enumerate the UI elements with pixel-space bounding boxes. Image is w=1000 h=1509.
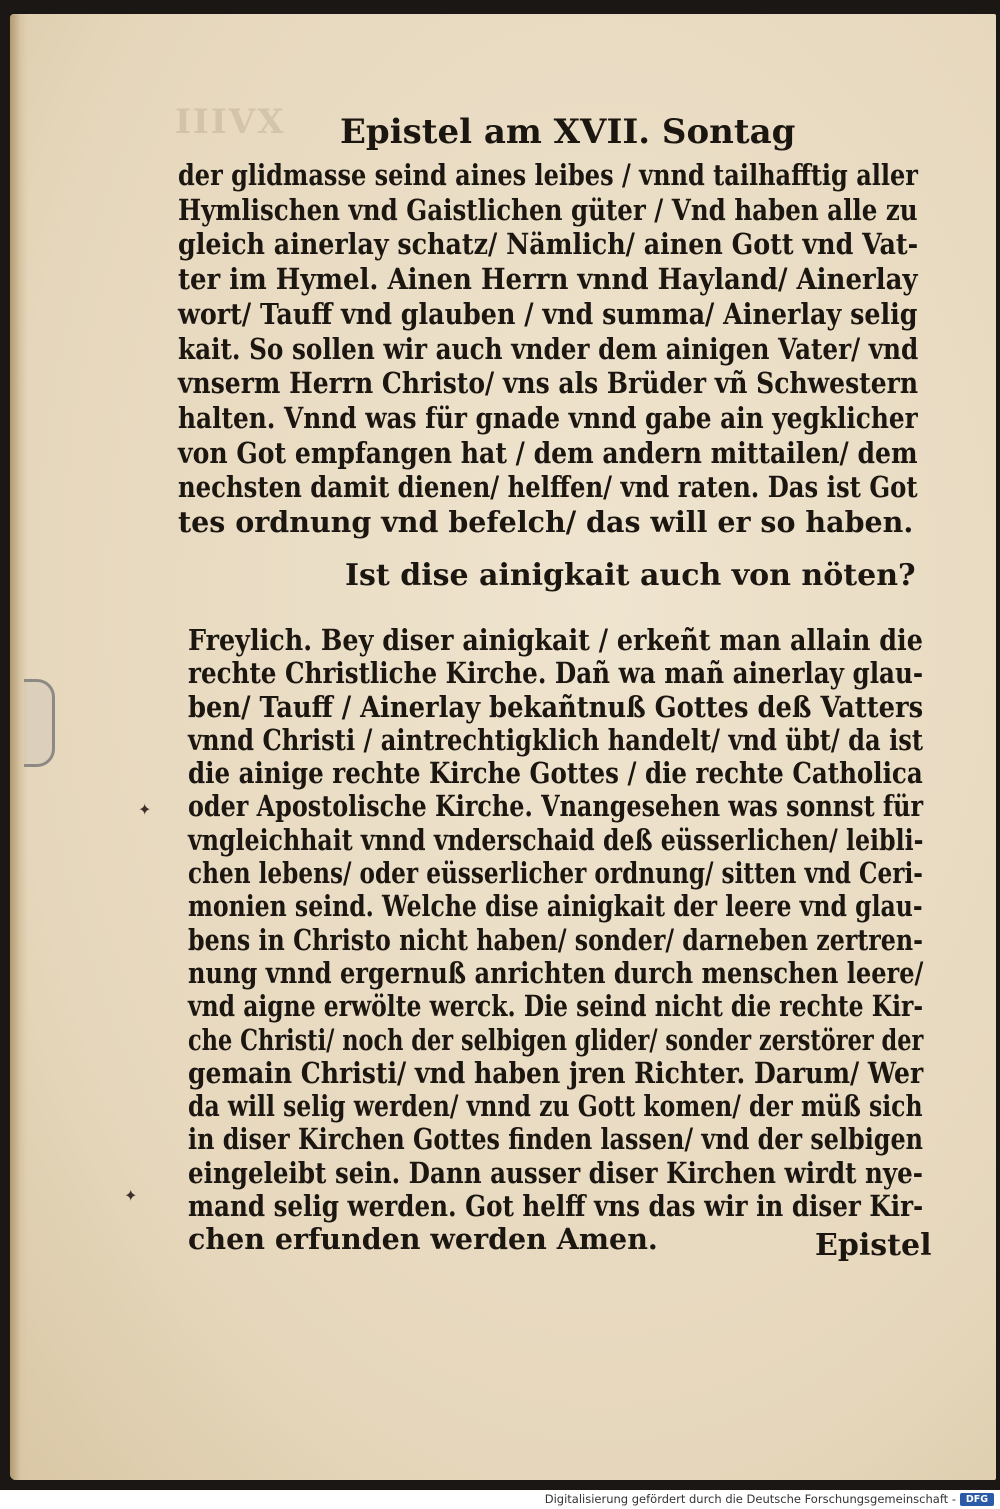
paper-clip xyxy=(24,679,55,767)
section-question: Ist dise ainigkait auch von nöten? xyxy=(345,558,916,593)
text-line: Freylich. Bey diser ainigkait / erkeñt man allain die xyxy=(188,623,923,657)
text-line: nung vnnd ergernuß anrichten durch menschen leere/ xyxy=(188,955,924,990)
ink-speck: ✦ xyxy=(138,800,152,819)
text-line: ben/ Tauff / Ainerlay bekañtnuß Gottes deß Vatters xyxy=(188,689,924,724)
text-line: der glidmasse seind aines leibes / vnnd tailhafftig aller xyxy=(178,158,918,192)
text-line: gleich ainerlay schatz/ Nämlich/ ainen Gott vnd Vat- xyxy=(178,227,919,262)
text-line: kait. So sollen wir auch vnder dem ainigen Vater/ vnd xyxy=(178,331,919,366)
text-line: ter im Hymel. Ainen Herrn vnnd Hayland/ Ainerlay xyxy=(178,262,918,297)
paragraph-2 xyxy=(188,624,923,1257)
paragraph-1 xyxy=(178,158,918,540)
text-line: chen lebens/ oder eüsserlicher ordnung/ sitten vnd Ceri- xyxy=(188,856,923,891)
text-line: nechsten damit dienen/ helffen/ vnd raten. Das ist Got xyxy=(178,470,918,505)
text-line: monien seind. Welche dise ainigkait der leere vnd glau- xyxy=(188,889,923,924)
text-line: da will selig werden/ vnnd zu Gott komen/ der müß sich xyxy=(188,1089,923,1124)
text-line: vnd aigne erwölte werck. Die seind nicht die rechte Kir- xyxy=(188,989,924,1024)
text-line: in diser Kirchen Gottes finden lassen/ vnd der selbigen xyxy=(188,1122,923,1157)
text-line: von Got empfangen hat / dem andern mittailen/ dem xyxy=(178,435,918,470)
dfg-logo: DFG xyxy=(960,1493,994,1506)
text-line: vnnd Christi / aintrechtigklich handelt/ vnd übt/ da ist xyxy=(188,722,924,757)
text-line: die ainige rechte Kirche Gottes / die rechte Catholica xyxy=(188,756,923,791)
running-title: Epistel am XVII. Sontag xyxy=(340,112,796,152)
text-line: wort/ Tauff vnd glauben / vnd summa/ Ainerlay selig xyxy=(178,296,918,331)
text-line: oder Apostolische Kirche. Vnangesehen was sonnst für xyxy=(188,789,924,824)
text-line: chen erfunden werden Amen. xyxy=(188,1222,658,1257)
text-line: eingeleibt sein. Dann ausser diser Kirchen wirdt nye- xyxy=(188,1155,923,1190)
footer-credit: Digitalisierung gefördert durch die Deutsche Forschungsgemeinschaft - xyxy=(544,1492,956,1506)
text-line: tes ordnung vnd befelch/ das will er so haben. xyxy=(178,505,914,540)
text-line: vnserm Herrn Christo/ vns als Brüder vñ Schwestern xyxy=(178,366,919,401)
text-line: che Christi/ noch der selbigen glider/ sonder zerstörer der xyxy=(188,1022,924,1057)
text-line: bens in Christo nicht haben/ sonder/ darneben zertren- xyxy=(188,922,923,957)
text-line: rechte Christliche Kirche. Dañ wa mañ ainerlay glau- xyxy=(188,656,924,691)
text-line: halten. Vnnd was für gnade vnnd gabe ain yegklicher xyxy=(178,400,918,435)
text-line: Hymlischen vnd Gaistlichen güter / Vnd haben alle zu xyxy=(178,192,918,227)
ink-speck: ✦ xyxy=(124,1186,138,1205)
footer-bar xyxy=(0,1490,1000,1509)
text-line: vngleichhait vnnd vnderschaid deß eüsserlichen/ leibli- xyxy=(188,822,924,857)
text-line: gemain Christi/ vnd haben jren Richter. Darum/ Wer xyxy=(188,1055,924,1090)
catchword: Epistel xyxy=(815,1228,932,1263)
text-line: mand selig werden. Got helff vns das wir in diser Kir- xyxy=(188,1189,924,1224)
show-through-text: IIIVX xyxy=(175,102,286,142)
